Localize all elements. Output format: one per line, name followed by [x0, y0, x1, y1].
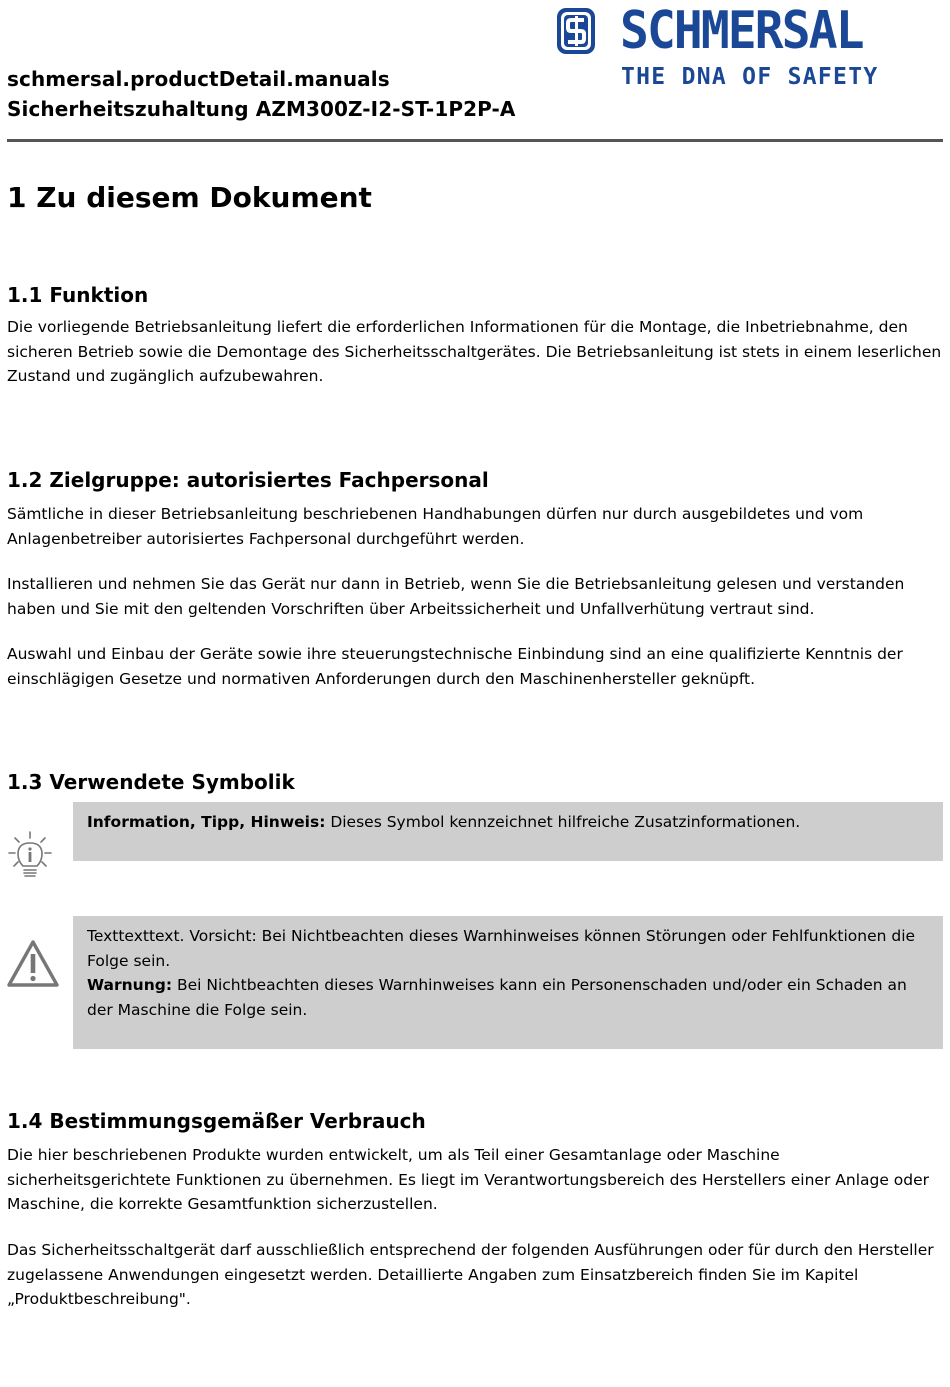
logo-wordmark: SCHMERSAL [620, 1, 863, 61]
warning-note-box [73, 916, 943, 1049]
section-1-2-paragraph-2: Installieren und nehmen Sie das Gerät nur dann in Betrieb, wenn Sie die Betriebsanleitung gelesen und verstanden haben und Sie mit den geltenden Vorschriften über Arbeitssicherheit und Unfallverhütung vertraut sind. [7, 575, 905, 618]
section-1-heading: 1 Zu diesem Dokument [7, 181, 372, 214]
lightbulb-info-icon [7, 830, 53, 880]
info-note-label: Information, Tipp, Hinweis: [87, 813, 326, 831]
warning-note-text [87, 924, 932, 1022]
warning-note-label: Warnung: [87, 976, 173, 994]
section-1-2-paragraph-3: Auswahl und Einbau der Geräte sowie ihre steuerungstechnische Einbindung sind an eine qualifizierte Kenntnis der einschlägigen Gesetze und normativen Anforderungen durch den Maschinenhersteller geknüpft. [7, 645, 903, 688]
document-title-line2: Sicherheitszuhaltung AZM300Z-I2-ST-1P2P-A [7, 97, 516, 121]
section-1-4-heading: 1.4 Bestimmungsgemäßer Verbrauch [7, 1109, 426, 1133]
header-divider [7, 139, 943, 142]
section-1-1-heading: 1.1 Funktion [7, 283, 149, 307]
caution-note-text: Texttexttext. Vorsicht: Bei Nichtbeachten dieses Warnhinweises können Störungen oder Fehlfunktionen die Folge sein. [87, 927, 916, 970]
section-1-2-paragraph-1: Sämtliche in dieser Betriebsanleitung beschriebenen Handhabungen dürfen nur durch ausgebildetes und vom Anlagenbetreiber autorisiertes Fachpersonal durchgeführt werden. [7, 505, 864, 548]
warning-note-body: Bei Nichtbeachten dieses Warnhinweises kann ein Personenschaden und/oder ein Schaden an der Maschine die Folge sein. [87, 976, 907, 1019]
document-title [7, 64, 516, 124]
section-1-3-heading: 1.3 Verwendete Symbolik [7, 770, 295, 794]
info-note-box [73, 802, 943, 861]
section-1-4-paragraph-1: Die hier beschriebenen Produkte wurden entwickelt, um als Teil einer Gesamtanlage oder Maschine sicherheitsgerichtete Funktionen zu übernehmen. Es liegt im Verantwortungsbereich des Herstellers einer Anlage oder Maschine, die korrekte Gesamtfunktion sicherzustellen. [7, 1146, 930, 1213]
warning-triangle-icon [6, 939, 60, 989]
logo-tagline: THE DNA OF SAFETY [621, 64, 879, 90]
warning-note-line [87, 973, 932, 1022]
schmersal-logo [556, 1, 944, 90]
info-note-text [87, 810, 932, 835]
section-1-4-paragraph-2: Das Sicherheitsschaltgerät darf ausschließlich entsprechend der folgenden Ausführungen oder für durch den Hersteller zugelassene Anwendungen eingesetzt werden. Detaillierte Angaben zum Einsatzbereich finden Sie im Kapitel „Produktbeschreibung". [7, 1241, 934, 1308]
section-1-2-heading: 1.2 Zielgruppe: autorisiertes Fachpersonal [7, 468, 489, 492]
schmersal-emblem-icon [556, 7, 596, 55]
page-header [0, 0, 950, 145]
section-1-1-text: Die vorliegende Betriebsanleitung liefert die erforderlichen Informationen für die Montage, die Inbetriebnahme, den sicheren Betrieb sowie die Demontage des Sicherheitsschaltgerätes. Die Betriebsanleitung ist stets in einem leserlichen Zustand und zugänglich aufzubewahren. [7, 318, 942, 385]
document-title-line1: schmersal.productDetail.manuals [7, 67, 390, 91]
info-note-body: Dieses Symbol kennzeichnet hilfreiche Zusatzinformationen. [325, 813, 801, 831]
